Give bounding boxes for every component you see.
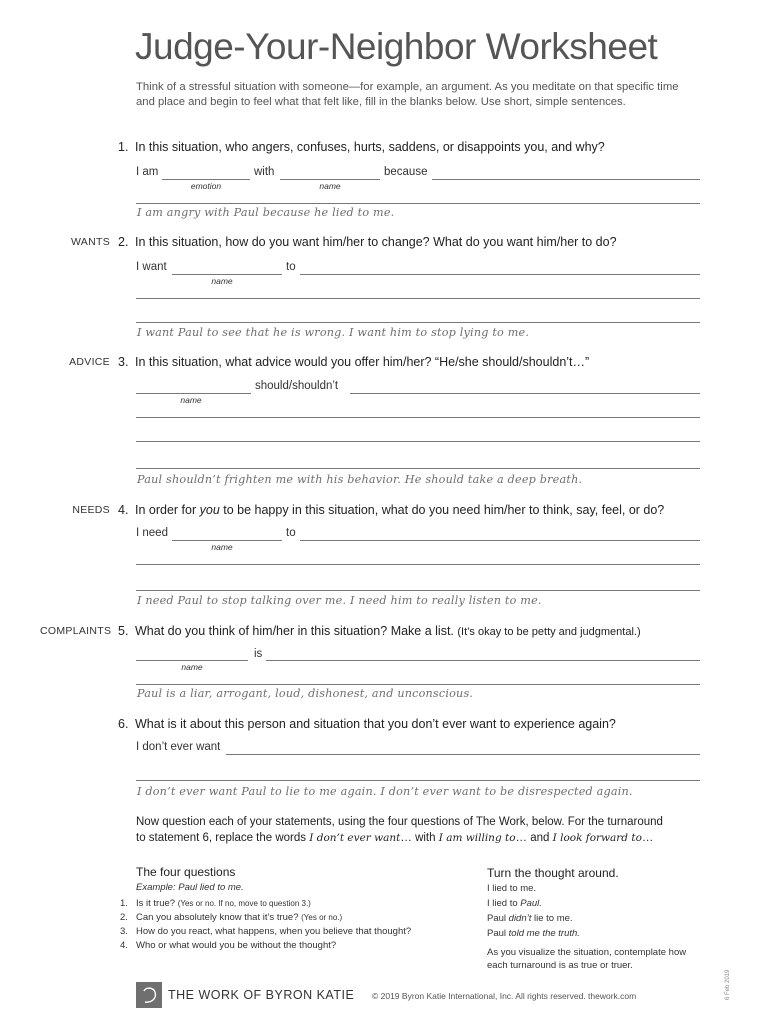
q5-example: Paul is a liar, arrogant, loud, dishonest, and unconscious. (137, 687, 474, 700)
q4-answer-line-2[interactable] (136, 590, 700, 591)
q2-i-want-label: I want (136, 261, 167, 273)
q1-i-am-label: I am (136, 166, 159, 178)
q4-i-need-label: I need (136, 527, 168, 539)
turnaround-line-4: Paul told me the truth. (487, 928, 580, 939)
q4-side-label: NEEDS (72, 504, 110, 516)
q3-side-label: ADVICE (69, 356, 110, 368)
q2-side-label: WANTS (70, 236, 110, 248)
q5-name-field[interactable] (136, 660, 248, 661)
q3-should-label: should/shouldn’t (255, 380, 339, 392)
four-questions-heading: The four questions (136, 865, 236, 879)
q2-number: 2. (118, 235, 129, 249)
q2-name-caption: name (211, 276, 233, 286)
q3-name-caption: name (180, 395, 202, 405)
q2-example: I want Paul to see that he is wrong. I want him to stop lying to me. (137, 326, 530, 339)
turnaround-line-3: Paul didn’t lie to me. (487, 913, 573, 924)
q6-example: I don’t ever want Paul to lie to me again. I don’t ever want to be disrespected again. (137, 785, 633, 798)
instructions-line-2: to statement 6, replace the words I don’t ever want… with I am willing to… and I look forward to… (136, 832, 654, 844)
q1-name-field[interactable] (280, 179, 380, 180)
footer-copyright: © 2019 Byron Katie International, Inc. All rights reserved. thework.com (372, 991, 637, 1001)
q4-number: 4. (118, 503, 129, 517)
q5-text: What do you think of him/her in this situation? Make a list. (It’s okay to be petty and judgmental.) (135, 624, 641, 638)
q1-answer-line[interactable] (136, 203, 700, 204)
four-question-item: 4. Who or what would you be without the thought? (120, 940, 337, 951)
q1-example: I am angry with Paul because he lied to me. (137, 206, 395, 219)
q1-with-label: with (254, 166, 275, 178)
q3-example: Paul shouldn’t frighten me with his behavior. He should take a deep breath. (137, 473, 583, 486)
q4-to-label: to (286, 527, 296, 539)
q2-answer-line-2[interactable] (136, 322, 700, 323)
q3-text: In this situation, what advice would you offer him/her? “He/she should/shouldn’t…” (135, 355, 590, 369)
q1-emotion-caption: emotion (190, 181, 222, 191)
turnaround-heading: Turn the thought around. (487, 866, 619, 880)
page-title: Judge-Your-Neighbor Worksheet (135, 26, 658, 67)
turnaround-line-1: I lied to me. (487, 883, 537, 894)
q3-answer-line-1[interactable] (136, 417, 700, 418)
q1-emotion-field[interactable] (162, 179, 250, 180)
q6-answer-line[interactable] (136, 780, 700, 781)
q5-number: 5. (118, 624, 129, 638)
footer-brand: THE WORK OF BYRON KATIE (168, 988, 355, 1002)
q3-should-field[interactable] (350, 393, 700, 394)
q6-dont-want-label: I don’t ever want (136, 741, 221, 753)
q4-text: In order for you to be happy in this situation, what do you need him/her to think, say, feel, or do? (135, 503, 665, 517)
four-question-item: 1. Is it true? (Yes or no. If no, move to question 3.) (120, 898, 311, 909)
q5-is-field[interactable] (266, 660, 700, 661)
footer-date: 6 Feb 2019 (725, 969, 731, 1000)
q2-answer-line-1[interactable] (136, 298, 700, 299)
q3-name-field[interactable] (136, 393, 251, 394)
spiral-logo-icon (136, 982, 162, 1008)
q6-dont-want-field[interactable] (226, 754, 700, 755)
four-question-item: 2. Can you absolutely know that it’s true? (Yes or no.) (120, 912, 343, 923)
q5-name-caption: name (181, 662, 203, 672)
four-question-item: 3. How do you react, what happens, when you believe that thought? (120, 926, 412, 937)
q2-text: In this situation, how do you want him/her to change? What do you want him/her to do? (135, 235, 617, 249)
q3-number: 3. (118, 355, 129, 369)
q1-because-label: because (384, 166, 428, 178)
four-questions-list (120, 898, 411, 954)
instructions-line-1: Now question each of your statements, using the four questions of The Work, below. For the turnaround (136, 816, 663, 828)
q2-to-field[interactable] (300, 274, 700, 275)
q2-to-label: to (286, 261, 296, 273)
q1-number: 1. (118, 140, 129, 154)
q3-answer-line-2[interactable] (136, 441, 700, 442)
q5-is-label: is (254, 648, 263, 660)
four-questions-example: Example: Paul lied to me. (136, 882, 244, 893)
turnaround-line-2: I lied to Paul. (487, 898, 542, 909)
q6-number: 6. (118, 717, 129, 731)
q5-side-label: COMPLAINTS (40, 625, 112, 637)
q1-because-field[interactable] (432, 179, 700, 180)
q1-name-caption: name (319, 181, 341, 191)
turnaround-note: As you visualize the situation, contemplate how each turnaround is as true or truer. (487, 947, 687, 971)
q4-name-caption: name (211, 542, 233, 552)
q4-to-field[interactable] (300, 540, 700, 541)
q1-text: In this situation, who angers, confuses, hurts, saddens, or disappoints you, and why? (135, 140, 605, 154)
q3-answer-line-3[interactable] (136, 468, 700, 469)
intro-text: Think of a stressful situation with someone—for example, an argument. As you meditate on that specific time and place and begin to feel what that felt like, fill in the blanks below. Use short, simple sentences. (136, 81, 679, 108)
q2-name-field[interactable] (172, 274, 282, 275)
q4-answer-line-1[interactable] (136, 564, 700, 565)
q6-text: What is it about this person and situation that you don’t ever want to experience again? (135, 717, 616, 731)
q4-example: I need Paul to stop talking over me. I need him to really listen to me. (137, 594, 542, 607)
q5-answer-line[interactable] (136, 684, 700, 685)
q4-name-field[interactable] (172, 540, 282, 541)
